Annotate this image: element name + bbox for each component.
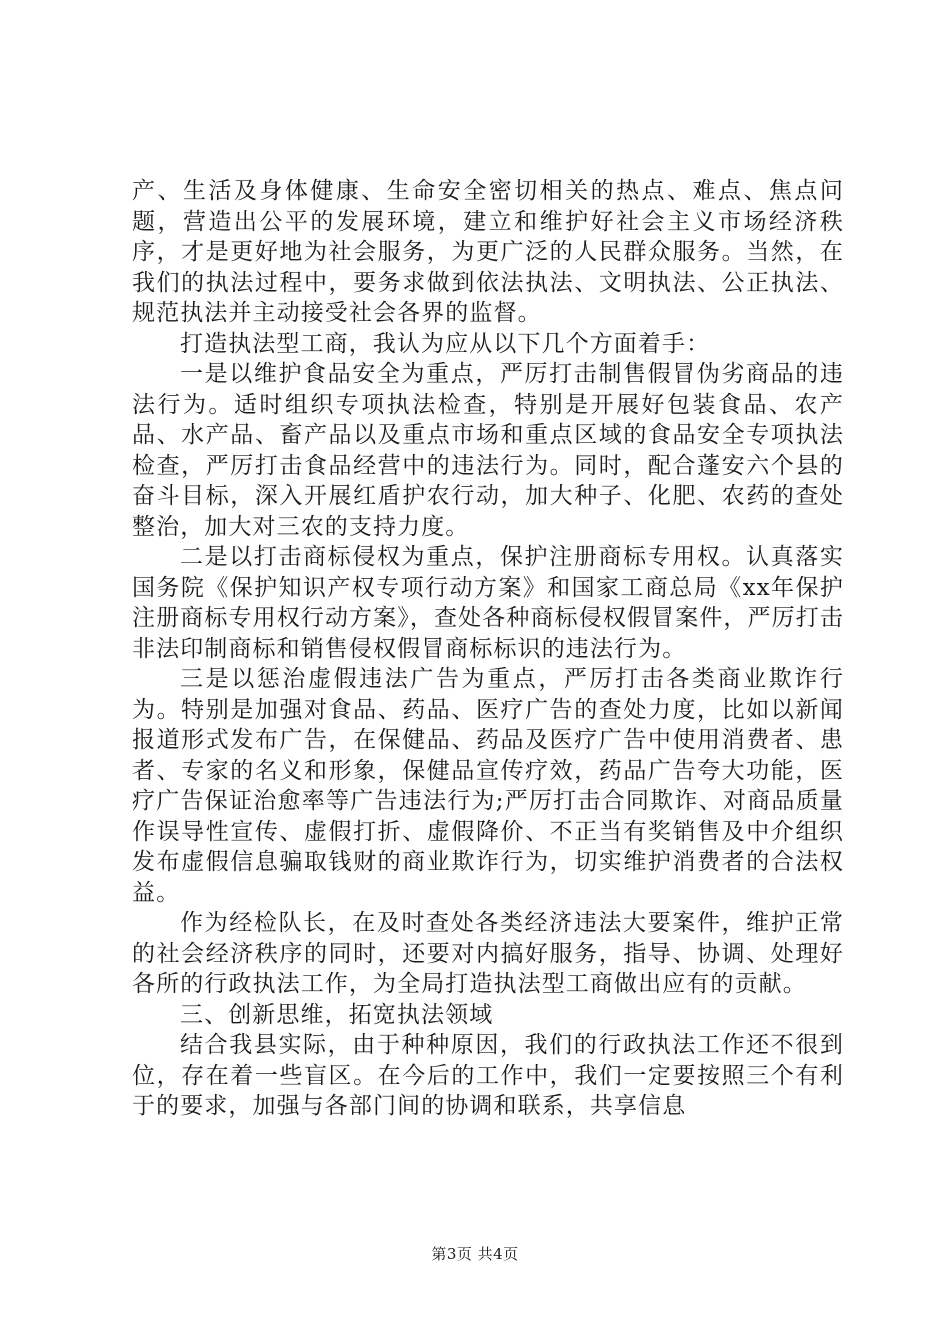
paragraph-1: 产、生活及身体健康、生命安全密切相关的热点、难点、焦点问题，营造出公平的发展环境，建立和维护好社会主义市场经济秩序，才是更好地为社会服务，为更广泛的人民群众服务。当然，在我们的执法过程中，要务求做到依法执法、文明执法、公正执法、规范执法并主动接受社会各界的监督。	[132, 178, 844, 326]
page-footer: 第3页 共4页	[431, 1245, 519, 1263]
paragraph-6: 作为经检队长，在及时查处各类经济违法大要案件，维护正常的社会经济秩序的同时，还要对内搞好服务，指导、协调、处理好各所的行政执法工作，为全局打造执法型工商做出应有的贡献。	[132, 910, 844, 997]
paragraph-5: 三是以惩治虚假违法广告为重点，严厉打击各类商业欺诈行为。特别是加强对食品、药品、医疗广告的查处力度，比如以新闻报道形式发布广告，在保健品、药品及医疗广告中使用消费者、患者、专家的名义和形象，保健品宣传疗效，药品广告夸大功能，医疗广告保证治愈率等广告违法行为;严厉打击合同欺诈、对商品质量作误导性宣传、虚假打折、虚假降价、不正当有奖销售及中介组织发布虚假信息骗取钱财的商业欺诈行为，切实维护消费者的合法权益。	[132, 666, 844, 906]
section-heading: 三、创新思维，拓宽执法领域	[180, 1001, 494, 1028]
paragraph-4: 二是以打击商标侵权为重点，保护注册商标专用权。认真落实国务院《保护知识产权专项行动方案》和国家工商总局《xx年保护注册商标专用权行动方案》，查处各种商标侵权假冒案件，严厉打击非法印制商标和销售侵权假冒商标标识的违法行为。	[132, 544, 844, 662]
paragraph-2: 打造执法型工商，我认为应从以下几个方面着手：	[180, 330, 711, 357]
document-body	[132, 176, 844, 1122]
paragraph-8: 结合我县实际，由于种种原因，我们的行政执法工作还不很到位，存在着一些盲区。在今后的工作中，我们一定要按照三个有利于的要求，加强与各部门间的协调和联系，共享信息	[132, 1032, 844, 1119]
paragraph-3: 一是以维护食品安全为重点，严厉打击制售假冒伪劣商品的违法行为。适时组织专项执法检查，特别是开展好包装食品、农产品、水产品、畜产品以及重点市场和重点区域的食品安全专项执法检查，严厉打击食品经营中的违法行为。同时，配合蓬安六个县的奋斗目标，深入开展红盾护农行动，加大种子、化肥、农药的查处整治，加大对三农的支持力度。	[132, 361, 844, 540]
